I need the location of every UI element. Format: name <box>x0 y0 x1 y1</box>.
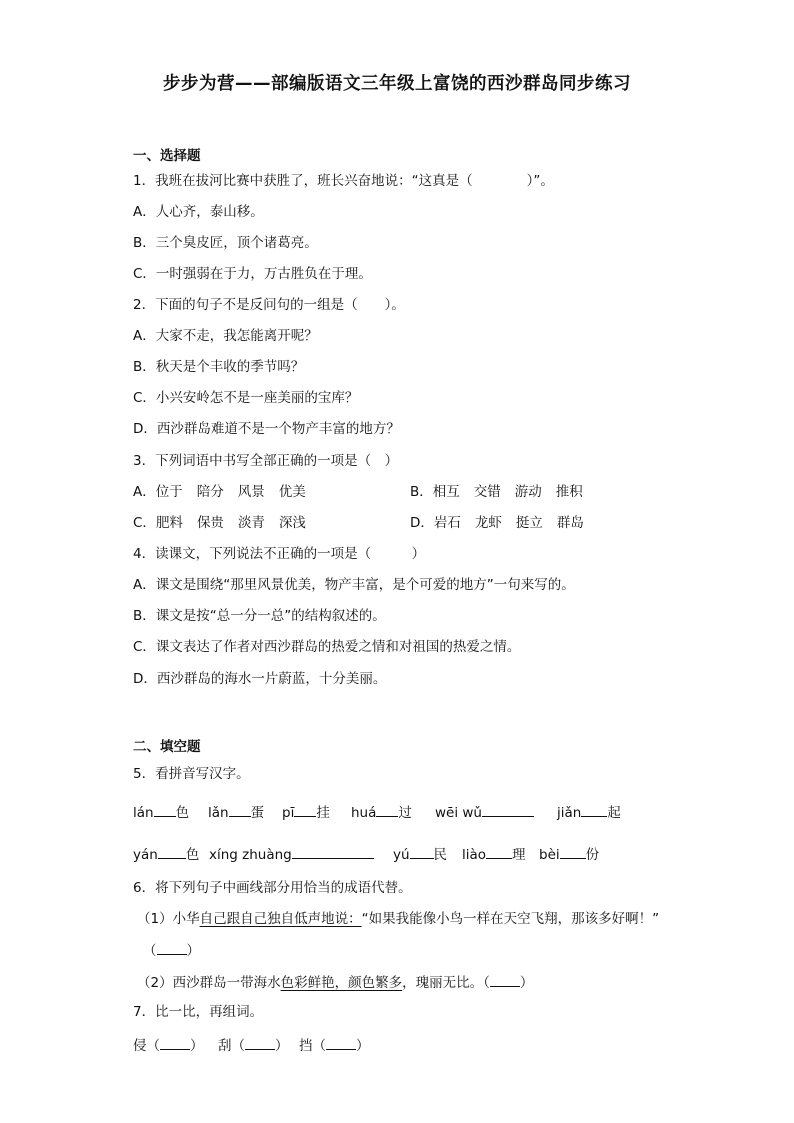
pinyin-item <box>209 844 374 864</box>
pinyin-item <box>462 844 526 864</box>
hanzi: 挂 <box>316 805 330 821</box>
pinyin: liào <box>462 847 487 863</box>
option-label: D． <box>410 515 434 531</box>
word: 相互 <box>432 484 460 500</box>
hanzi: 理 <box>512 847 526 863</box>
answer-blank[interactable] <box>581 802 607 817</box>
question-2-stem: 2．下面的句子不是反问句的一组是（ ）。 <box>133 297 405 313</box>
pinyin-item <box>557 802 621 822</box>
word: 位于 <box>155 484 183 500</box>
paren-close: ） <box>275 1038 289 1054</box>
answer-blank[interactable] <box>154 802 176 817</box>
answer-blank[interactable] <box>560 844 586 859</box>
hanzi: 侵（ <box>133 1038 160 1054</box>
answer-blank[interactable] <box>482 802 534 817</box>
pinyin: wēi wǔ <box>435 805 482 821</box>
underlined-phrase: 色彩鲜艳，颜色繁多 <box>280 975 403 991</box>
compare-item <box>299 1035 370 1055</box>
answer-blank[interactable] <box>410 844 434 859</box>
answer-blank[interactable] <box>157 940 187 955</box>
word: 游动 <box>514 484 542 500</box>
question-1-option-c: C．一时强弱在于力，万古胜负在于理。 <box>133 266 372 282</box>
question-3-stem: 3．下列词语中书写全部正确的一项是（ ） <box>133 453 399 469</box>
word: 淡青 <box>237 515 265 531</box>
paren-close: ） <box>190 1038 204 1054</box>
pinyin: jiǎn <box>557 805 582 821</box>
word: 推积 <box>555 484 583 500</box>
paren-close: ） <box>186 943 200 959</box>
pinyin: xíng zhuàng <box>209 847 292 863</box>
word: 优美 <box>278 484 306 500</box>
pinyin-item <box>393 844 447 864</box>
word: 肥料 <box>155 515 183 531</box>
answer-blank[interactable] <box>158 844 186 859</box>
word: 龙虾 <box>474 515 502 531</box>
option-label: A． <box>133 484 156 500</box>
section-heading-fill: 二、填空题 <box>133 739 201 755</box>
compare-item <box>218 1035 289 1055</box>
sentence-prefix: （1）小华 <box>137 911 200 927</box>
pinyin-item <box>435 802 534 822</box>
hanzi: 色 <box>185 847 200 863</box>
hanzi: 过 <box>398 805 412 821</box>
pinyin: lǎn <box>208 805 229 821</box>
question-3-option-c <box>133 514 320 532</box>
hanzi: 蛋 <box>250 805 265 821</box>
question-2-option-a: A．大家不走，我怎能离开呢？ <box>133 328 318 344</box>
word: 风景 <box>237 484 265 500</box>
hanzi: 民 <box>433 847 448 863</box>
compare-item <box>133 1035 204 1055</box>
word: 岩石 <box>433 515 461 531</box>
pinyin-item <box>133 802 189 822</box>
question-3-option-a <box>133 483 320 501</box>
paren-close: ） <box>519 975 534 991</box>
question-6-sentence-2 <box>137 972 533 992</box>
answer-blank[interactable] <box>326 1035 356 1050</box>
question-4-stem: 4．读课文，下列说法不正确的一项是（ ） <box>133 546 426 562</box>
word: 群岛 <box>556 515 584 531</box>
answer-blank[interactable] <box>490 972 520 987</box>
question-7-stem: 7．比一比，再组词。 <box>133 1004 264 1020</box>
pinyin-item <box>539 844 599 864</box>
sentence-body: “如果我能像小鸟一样在天空飞翔，那该多好啊！” <box>361 911 660 927</box>
answer-blank[interactable] <box>229 802 251 817</box>
question-4-option-a: A．课文是围绕“那里风景优美，物产丰富，是个可爱的地方”一句来写的。 <box>133 577 575 593</box>
pinyin-item <box>282 802 330 822</box>
answer-blank[interactable] <box>294 802 316 817</box>
question-1-option-a: A．人心齐，泰山移。 <box>133 204 264 220</box>
answer-blank[interactable] <box>245 1035 275 1050</box>
hanzi: 起 <box>607 805 621 821</box>
question-6-stem: 6．将下列句子中画线部分用恰当的成语代替。 <box>133 880 412 896</box>
question-6-sentence-1 <box>137 910 659 928</box>
answer-blank[interactable] <box>160 1035 190 1050</box>
question-4-option-d: D．西沙群岛的海水一片蔚蓝，十分美丽。 <box>133 671 387 687</box>
hanzi: 刮（ <box>218 1038 245 1054</box>
word: 交错 <box>473 484 501 500</box>
word: 保贵 <box>196 515 224 531</box>
section-heading-choice: 一、选择题 <box>133 148 201 164</box>
answer-blank[interactable] <box>486 844 512 859</box>
option-label: C． <box>133 515 156 531</box>
question-5-stem: 5．看拼音写汉字。 <box>133 766 250 782</box>
pinyin: bèi <box>539 847 560 863</box>
question-1-stem: 1．我班在拔河比赛中获胜了，班长兴奋地说：“这真是（ ）”。 <box>133 173 554 189</box>
page-title: 步步为营——部编版语文三年级上富饶的西沙群岛同步练习 <box>163 74 631 94</box>
word: 深浅 <box>278 515 306 531</box>
question-4-option-b: B．课文是按“总一分一总”的结构叙述的。 <box>133 608 386 624</box>
pinyin: lán <box>133 805 154 821</box>
word: 挺立 <box>515 515 543 531</box>
hanzi: 挡（ <box>299 1038 326 1054</box>
question-3-option-d <box>410 514 598 532</box>
option-label: B． <box>410 484 433 500</box>
pinyin: pī <box>282 805 295 821</box>
pinyin: yán <box>133 847 158 863</box>
pinyin: huá <box>351 805 377 821</box>
hanzi: 份 <box>585 847 600 863</box>
answer-blank[interactable] <box>376 802 398 817</box>
pinyin-item <box>208 802 264 822</box>
word: 陪分 <box>196 484 224 500</box>
paren-close: ） <box>356 1038 370 1054</box>
hanzi: 色 <box>175 805 190 821</box>
sentence-prefix: （2）西沙群岛一带海水 <box>137 975 281 991</box>
pinyin-item <box>133 844 199 864</box>
pinyin: yú <box>393 847 410 863</box>
answer-blank[interactable] <box>292 844 374 859</box>
question-4-option-c: C．课文表达了作者对西沙群岛的热爱之情和对祖国的热爱之情。 <box>133 639 521 655</box>
question-3-option-b <box>410 483 597 501</box>
underlined-phrase: 自己跟自己独自低声地说： <box>199 911 362 927</box>
question-2-option-c: C．小兴安岭怎不是一座美丽的宝库？ <box>133 390 359 406</box>
question-6-answer-1 <box>143 940 200 960</box>
pinyin-item <box>351 802 412 822</box>
sentence-body: ，瑰丽无比。（ <box>402 975 490 991</box>
question-2-option-d: D．西沙群岛难道不是一个物产丰富的地方？ <box>133 421 400 437</box>
question-2-option-b: B．秋天是个丰收的季节吗？ <box>133 359 305 375</box>
question-1-option-b: B．三个臭皮匠，顶个诸葛亮。 <box>133 235 318 251</box>
paren-open: （ <box>143 943 157 959</box>
